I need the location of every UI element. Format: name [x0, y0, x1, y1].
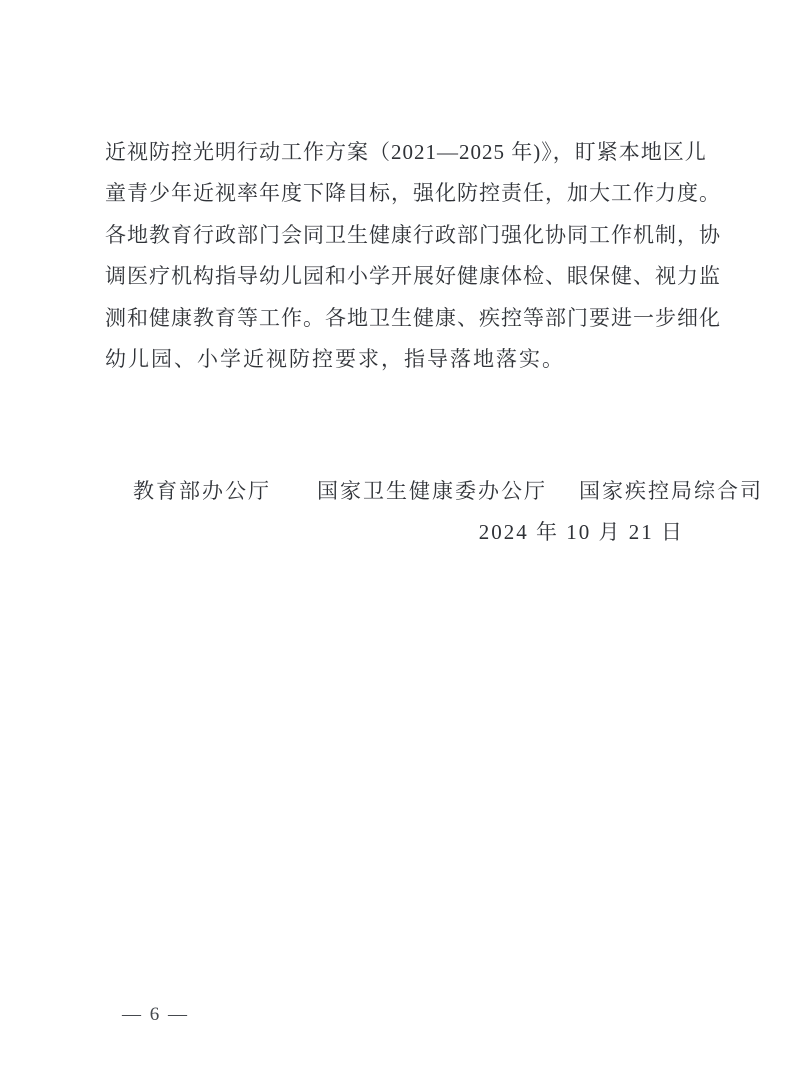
- body-line: 各地教育行政部门会同卫生健康行政部门强化协同工作机制，协: [105, 222, 721, 247]
- signature-row: [105, 471, 763, 512]
- body-line: 幼儿园、小学近视防控要求，指导落地落实。: [105, 347, 565, 372]
- body-line: 调医疗机构指导幼儿园和小学开展好健康体检、眼保健、视力监: [105, 264, 721, 289]
- document-date: 2024 年 10 月 21 日: [478, 520, 684, 545]
- body-line: 童青少年近视率年度下降目标，强化防控责任，加大工作力度。: [105, 181, 721, 206]
- body-line: 近视防控光明行动工作方案（2021—2025 年)》，盯紧本地区儿: [105, 140, 707, 164]
- body-paragraph: [105, 132, 721, 380]
- signature-block: [105, 471, 763, 554]
- signature-org-cdc: 国家疾控局综合司: [579, 479, 763, 503]
- signature-org-nhc: 国家卫生健康委办公厅: [317, 479, 547, 503]
- signature-org-moe: 教育部办公厅: [133, 479, 271, 503]
- body-line: 测和健康教育等工作。各地卫生健康、疾控等部门要进一步细化: [105, 305, 721, 330]
- page-number: — 6 —: [122, 1004, 189, 1025]
